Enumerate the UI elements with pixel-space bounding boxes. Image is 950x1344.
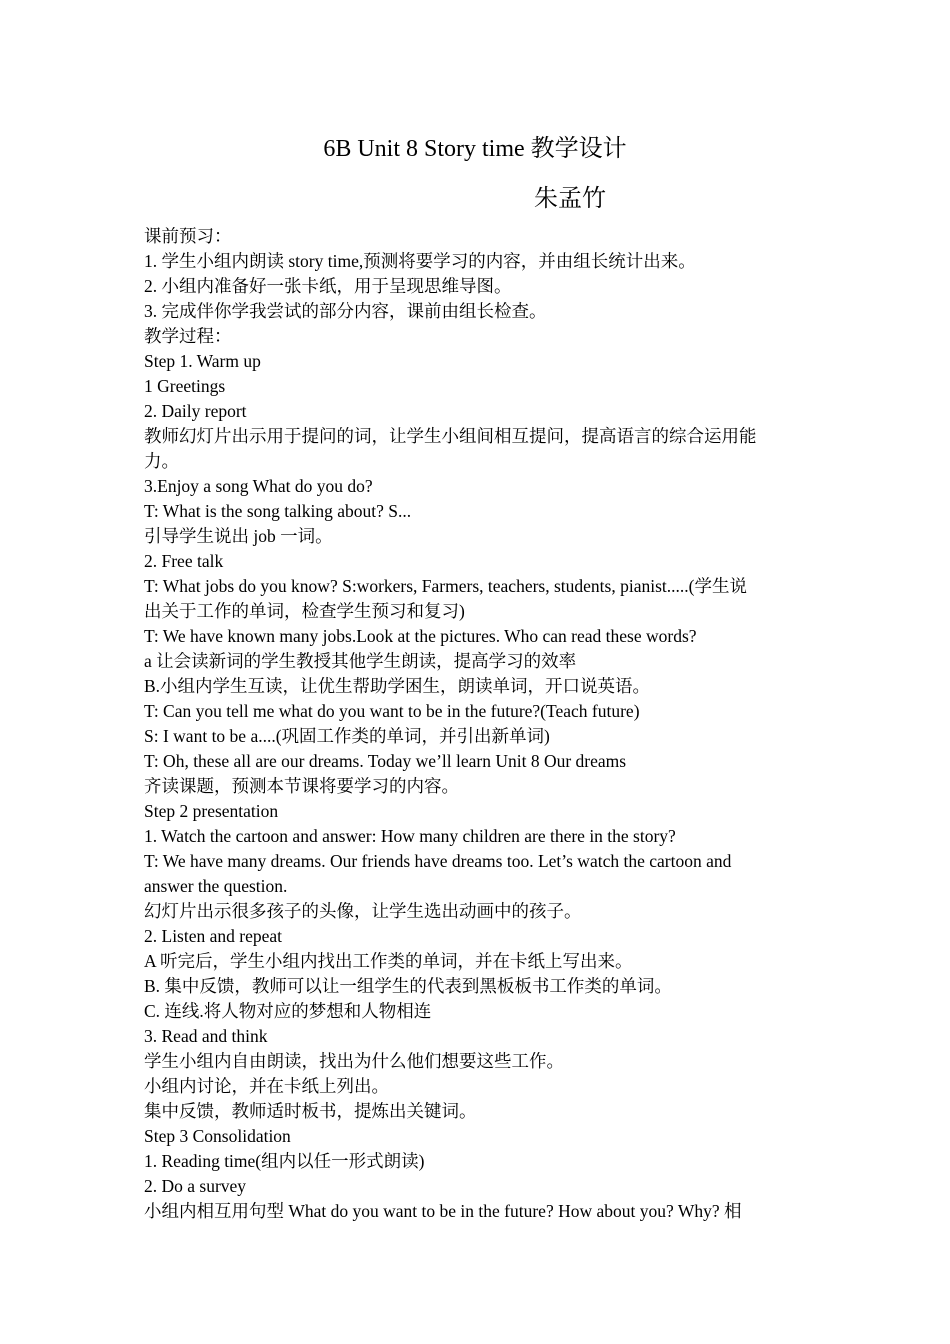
text-line: T: Can you tell me what do you want to be in the future?(Teach future) xyxy=(144,701,640,721)
text-line: Step 2 presentation xyxy=(144,801,279,821)
text-line: 小组内相互用句型 What do you want to be in the future? How about you? Why? 相 xyxy=(144,1201,742,1221)
text-line: 1. Watch the cartoon and answer: How many children are there in the story? xyxy=(144,826,676,846)
text-line: 幻灯片出示很多孩子的头像，让学生选出动画中的孩子。 xyxy=(144,901,582,921)
text-line: 小组内讨论，并在卡纸上列出。 xyxy=(144,1076,389,1096)
author-name: 朱孟竹 xyxy=(534,186,606,212)
text-line: 1 Greetings xyxy=(144,376,226,396)
text-line: 2. Do a survey xyxy=(144,1176,247,1196)
text-line: S: I want to be a....(巩固工作类的单词，并引出新单词) xyxy=(144,726,550,746)
text-line: Step 3 Consolidation xyxy=(144,1126,291,1146)
text-line: T: Oh, these all are our dreams. Today we’ll learn Unit 8 Our dreams xyxy=(144,751,627,771)
page-title: 6B Unit 8 Story time 教学设计 xyxy=(323,136,627,162)
text-line: T: We have many dreams. Our friends have dreams too. Let’s watch the cartoon and xyxy=(144,851,732,871)
text-line: 力。 xyxy=(144,451,179,471)
text-line: 教学过程： xyxy=(144,326,232,346)
text-line: T: What is the song talking about? S... xyxy=(144,501,412,521)
text-line: B.小组内学生互读，让优生帮助学困生，朗读单词，开口说英语。 xyxy=(144,676,651,696)
text-line: 1. Reading time(组内以任一形式朗读) xyxy=(144,1151,425,1171)
text-line: 2. Free talk xyxy=(144,551,224,571)
text-line: 2. Listen and repeat xyxy=(144,926,283,946)
text-line: 2. 小组内准备好一张卡纸，用于呈现思维导图。 xyxy=(144,276,512,296)
text-line: Step 1. Warm up xyxy=(144,351,261,371)
text-line: T: What jobs do you know? S:workers, Farmers, teachers, students, pianist.....(学生说 xyxy=(144,576,747,596)
text-line: C. 连线.将人物对应的梦想和人物相连 xyxy=(144,1001,432,1021)
text-line: 课前预习： xyxy=(144,226,232,246)
text-line: 1. 学生小组内朗读 story time,预测将要学习的内容，并由组长统计出来。 xyxy=(144,251,696,271)
text-line: 3. 完成伴你学我尝试的部分内容，课前由组长检查。 xyxy=(144,301,547,321)
text-line: 集中反馈，教师适时板书，提炼出关键词。 xyxy=(144,1101,477,1121)
text-line: answer the question. xyxy=(144,876,288,896)
text-line: a 让会读新词的学生教授其他学生朗读，提高学习的效率 xyxy=(144,651,577,671)
text-line: 引导学生说出 job 一词。 xyxy=(144,526,333,546)
text-line: T: We have known many jobs.Look at the pictures. Who can read these words? xyxy=(144,626,697,646)
text-line: 出关于工作的单词，检查学生预习和复习) xyxy=(144,601,465,621)
text-line: 3.Enjoy a song What do you do? xyxy=(144,476,373,496)
text-line: B. 集中反馈，教师可以让一组学生的代表到黑板板书工作类的单词。 xyxy=(144,976,672,996)
document-body xyxy=(144,224,814,1224)
text-line: 3. Read and think xyxy=(144,1026,268,1046)
text-line: 2. Daily report xyxy=(144,401,247,421)
text-line: A 听完后，学生小组内找出工作类的单词，并在卡纸上写出来。 xyxy=(144,951,633,971)
text-line: 教师幻灯片出示用于提问的词，让学生小组间相互提问，提高语言的综合运用能 xyxy=(144,426,757,446)
text-line: 齐读课题，预测本节课将要学习的内容。 xyxy=(144,776,459,796)
text-line: 学生小组内自由朗读，找出为什么他们想要这些工作。 xyxy=(144,1051,564,1071)
